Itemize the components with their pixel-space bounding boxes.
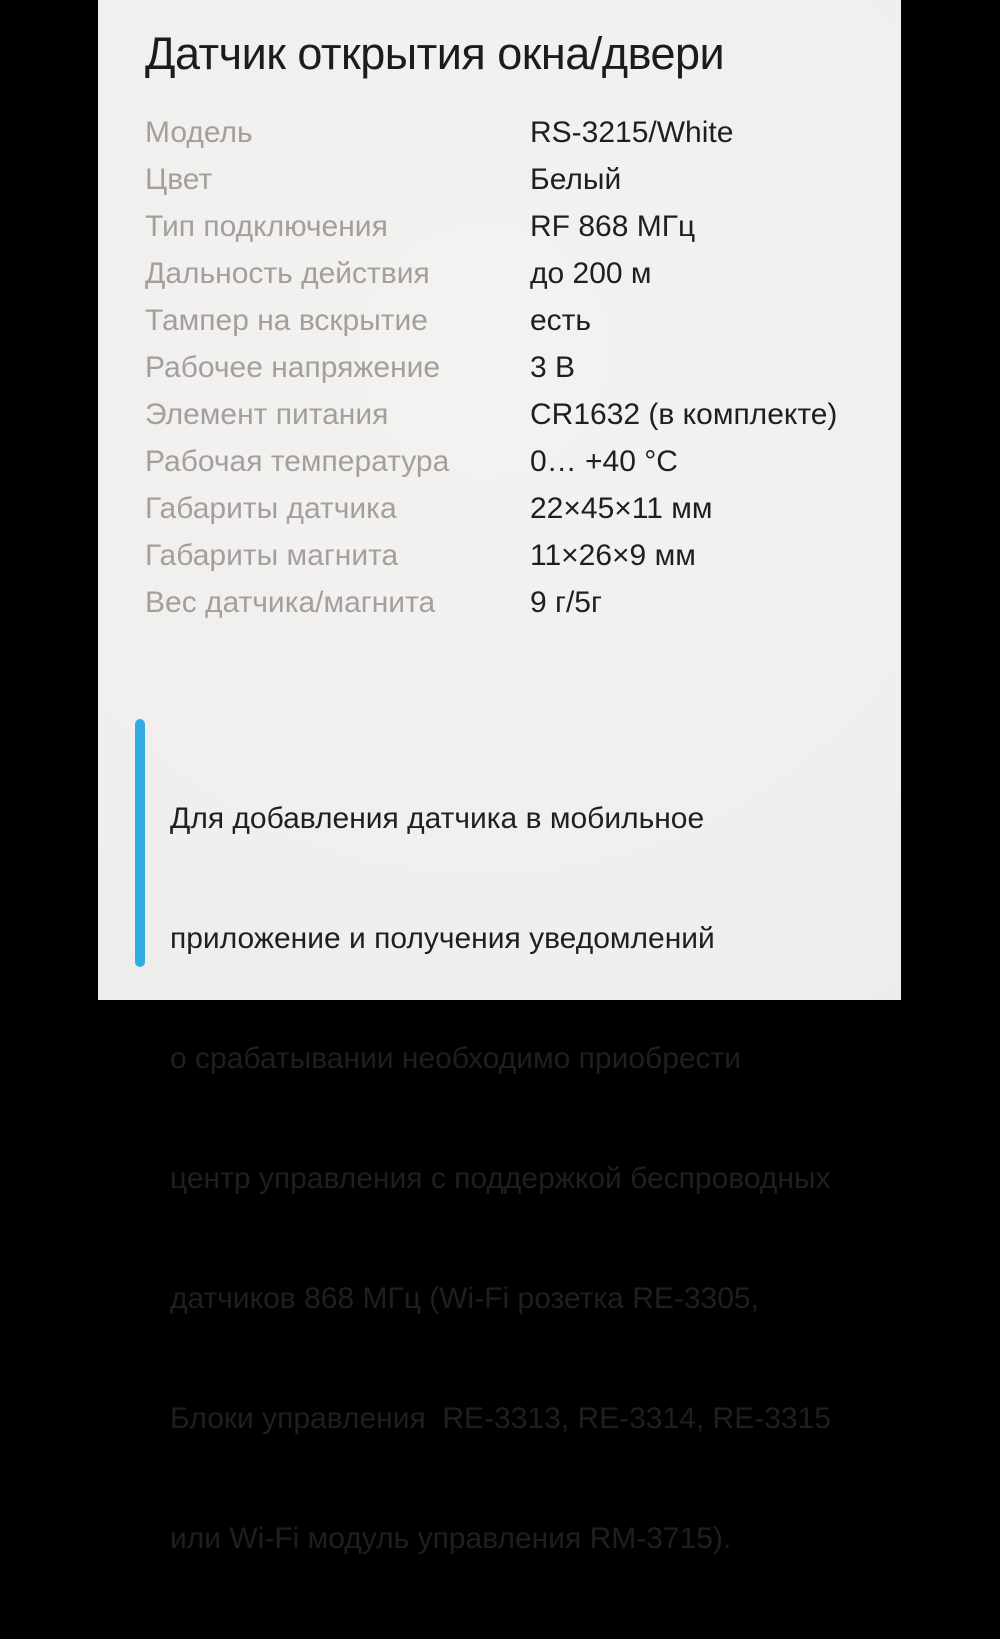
spec-value: RS-3215/White	[530, 115, 734, 149]
spec-label: Дальность действия	[145, 256, 430, 290]
note-text	[170, 719, 831, 1639]
note-line: приложение и получения уведомлений	[170, 922, 715, 955]
spec-label: Элемент питания	[145, 397, 389, 431]
note-block	[135, 719, 831, 1639]
spec-label: Рабочее напряжение	[145, 350, 441, 384]
spec-row	[145, 297, 865, 344]
spec-label: Тампер на вскрытие	[145, 303, 428, 337]
spec-table	[145, 109, 865, 626]
spec-value: 3 В	[530, 350, 576, 384]
spec-label: Модель	[145, 115, 253, 149]
spec-row	[145, 438, 865, 485]
right-black-band	[901, 0, 1000, 1000]
spec-value: 22×45×11 мм	[530, 491, 713, 525]
spec-label: Цвет	[145, 162, 213, 196]
spec-label: Тип подключения	[145, 209, 388, 243]
spec-label: Габариты датчика	[145, 491, 397, 525]
left-black-band	[0, 0, 98, 1000]
spec-label: Вес датчика/магнита	[145, 585, 436, 619]
spec-value: CR1632 (в комплекте)	[530, 397, 838, 431]
spec-label: Габариты магнита	[145, 538, 399, 572]
spec-row	[145, 156, 865, 203]
spec-row	[145, 485, 865, 532]
note-line: датчиков 868 МГц (Wi-Fi розетка RE-3305,	[170, 1282, 759, 1315]
spec-label: Рабочая температура	[145, 444, 450, 478]
spec-value: 0… +40 °C	[530, 444, 678, 478]
note-line: Для добавления датчика в мобильное	[170, 802, 705, 835]
spec-sheet	[98, 0, 901, 1555]
spec-row	[145, 203, 865, 250]
spec-row	[145, 579, 865, 626]
spec-row	[145, 250, 865, 297]
note-line: Блоки управления RE-3313, RE-3314, RE-3315	[170, 1402, 831, 1435]
spec-value: RF 868 МГц	[530, 209, 696, 243]
note-line: о срабатывании необходимо приобрести	[170, 1042, 742, 1075]
page-title: Датчик открытия окна/двери	[145, 28, 725, 79]
spec-row	[145, 344, 865, 391]
note-accent-bar	[135, 719, 145, 967]
spec-row	[145, 391, 865, 438]
spec-value: до 200 м	[530, 256, 652, 290]
spec-value: 11×26×9 мм	[530, 538, 696, 572]
spec-row	[145, 109, 865, 156]
spec-value: Белый	[530, 162, 622, 196]
note-line: или Wi-Fi модуль управления RM-3715).	[170, 1522, 732, 1555]
spec-row	[145, 532, 865, 579]
note-line: центр управления с поддержкой беспроводных	[170, 1162, 831, 1195]
spec-value: есть	[530, 303, 592, 337]
spec-value: 9 г/5г	[530, 585, 602, 619]
